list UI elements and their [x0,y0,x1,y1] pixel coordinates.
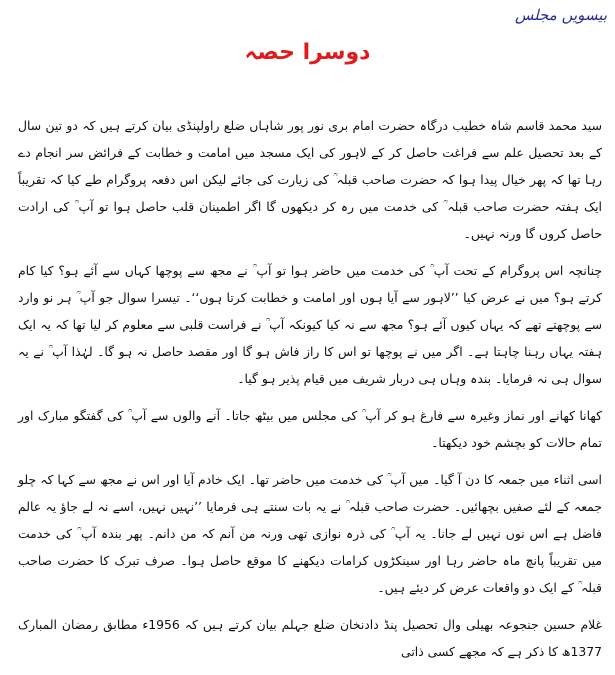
part-title: دوسرا حصہ [244,40,371,65]
chapter-label: بیسویں مجلس [515,6,607,24]
paragraph-1: سید محمد قاسم شاہ خطیب درگاہ حضرت امام بری نور پور شاہاں ضلع راولپنڈی بیان کرتے ہیں کہ دو تین سال کے بعد تحصیل علم سے فراغت حاصل کر کے لاہور کی ایک مسجد میں امامت و خطابت کے فرائض سر انجام دے رہا تھا کہ پھر خیال پیدا ہوا کہ حضرت صاحب قبلہ ؒ کی زیارت کی جائے لیکن اس دفعہ پروگرام طے کیا کہ تقریباً ایک ہفتہ حضرت صاحب قبلہ ؒ کی خدمت میں رہ کر دیکھوں گا اگر اطمینان قلب حاصل ہوا تو آپ ؒ کی ارادت حاصل کروں گا ورنہ نہیں۔ [18,118,602,241]
paragraph-5: غلام حسین جنجوعہ بھیلی وال تحصیل پنڈ دادنخان ضلع جہلم بیان کرتے ہیں کہ 1956ء مطابق رمضان المبارک 1377ھ کا ذکر ہے کہ مجھے کسی ذاتی [18,617,602,659]
body-text [18,112,602,675]
paragraph-4: اسی اثناء میں جمعہ کا دن آ گیا۔ میں آپ ؒ کی خدمت میں حاضر تھا۔ ایک خادم آیا اور اس نے مجھ سے کہا کہ چلو جمعہ کے لئے صفیں بچھائیں۔ حضرت صاحب قبلہ ؒ نے یہ بات سنتے ہی فرمایا ’’نہیں نہیں، اسے نہ لے جاؤ یہ عالم فاضل ہے اس نوں نہیں لے جانا۔ یہ آپ ؒ کی ذرہ نوازی تھی ورنہ من آنم کہ من دانم۔ پھر بندہ آپ ؒ کی خدمت میں تقریباً پانچ ماہ حاضر رہا اور سینکڑوں کرامات دیکھنے کا موقع حاصل ہوا۔ صرف تبرک کا حضرت صاحب قبلہ ؒ کے ایک دو واقعات عرض کر دیئے ہیں۔ [18,472,602,595]
paragraph-2: چنانچہ اس پروگرام کے تحت آپ ؒ کی خدمت میں حاضر ہوا تو آپ ؒ نے مجھ سے پوچھا کہاں سے آئے ہو؟ کیا کام کرتے ہو؟ میں نے عرض کیا ’’لاہور سے آیا ہوں اور امامت و خطابت کرتا ہوں‘‘۔ تیسرا سوال جو آپ ؒ ہر نو وارد سے پوچھتے تھے کہ یہاں کیوں آئے ہو؟ مجھ سے نہ کیا کیونکہ آپ ؒ نے فراست قلبی سے معلوم کر لیا تھا کہ یہ ایک ہفتہ یہاں رہنا چاہتا ہے۔ اگر میں نے پوچھا تو اس کا راز فاش ہو گا اور مقصد حاصل نہ ہو گا۔ لہٰذا آپ ؒ نے یہ سوال ہی نہ فرمایا۔ بندہ وہاں ہی دربار شریف میں قیام پذیر ہو گیا۔ [18,263,602,386]
paragraph-3: کھانا کھانے اور نماز وغیرہ سے فارغ ہو کر آپ ؒ کی مجلس میں بیٹھ جاتا۔ آنے والوں سے آپ ؒ کی گفتگو مبارک اور تمام حالات کو بچشم خود دیکھتا۔ [18,408,602,450]
